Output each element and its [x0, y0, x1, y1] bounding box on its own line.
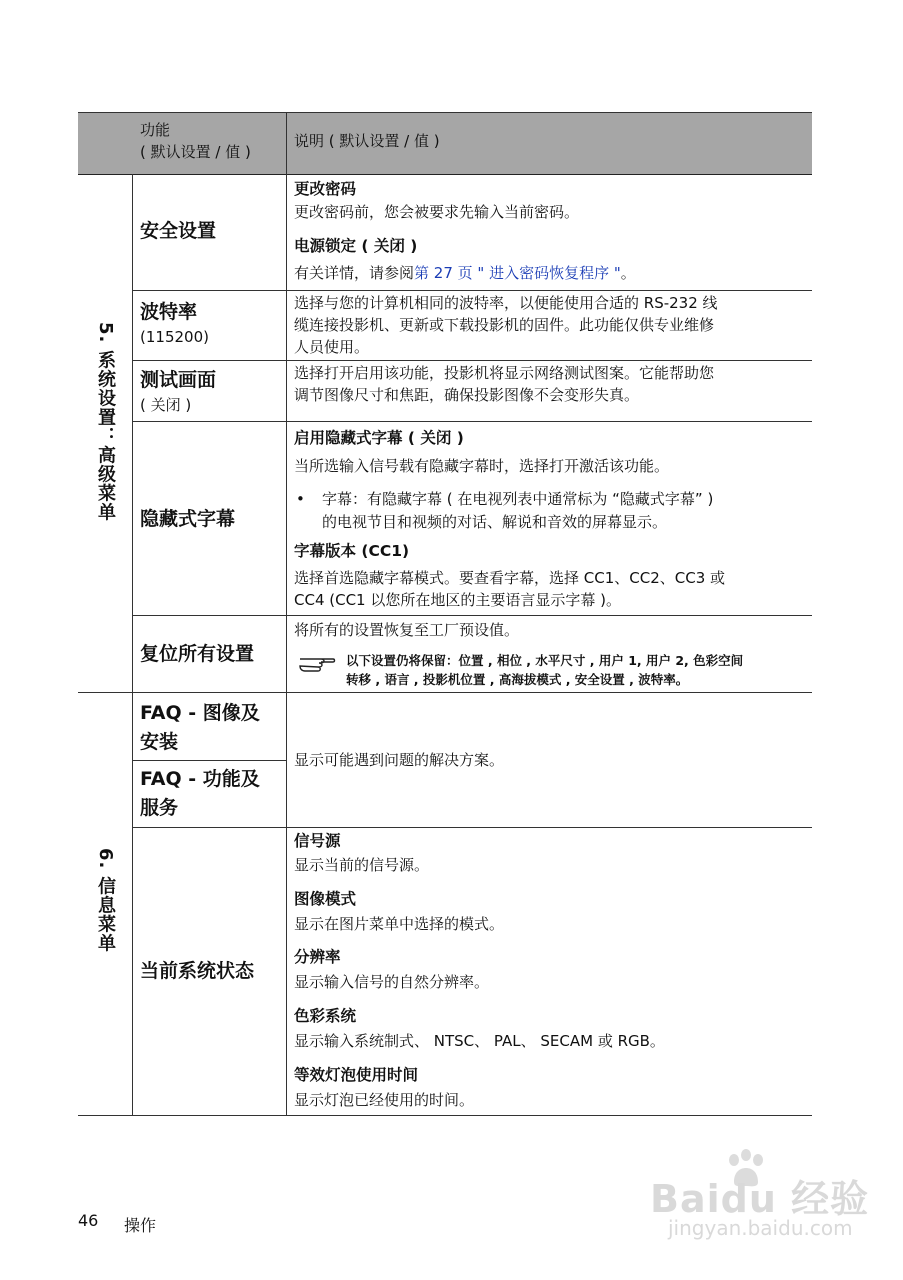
test-pattern-desc-line: 调节图像尺寸和焦距，确保投影图像不会变形失真。	[294, 386, 640, 404]
status-item-title: 图像模式	[294, 890, 357, 908]
grid-line	[132, 290, 812, 291]
security-change-password-title: 更改密码	[294, 180, 357, 198]
function-test-pattern: 测试画面	[140, 369, 217, 391]
cc-enable-title: 启用隐藏式字幕 ( 关闭 )	[294, 429, 464, 447]
security-change-password-desc: 更改密码前，您会被要求先输入当前密码。	[294, 203, 580, 221]
cc-version-desc-line: CC4 (CC1 以您所在地区的主要语言显示字幕 )。	[294, 591, 621, 609]
function-reset-all-settings: 复位所有设置	[140, 643, 255, 665]
function-current-system-status: 当前系统状态	[140, 960, 255, 982]
test-pattern-default: ( 关闭 )	[140, 396, 192, 414]
function-faq-features-service-cont: 服务	[140, 797, 179, 819]
desc-text: 。	[620, 264, 636, 282]
status-item-title: 分辨率	[294, 948, 341, 966]
grid-line	[78, 1115, 812, 1116]
reset-note-line: 以下设置仍将保留：位置 , 相位 , 水平尺寸 , 用户 1, 用户 2, 色彩空间	[346, 653, 744, 668]
grid-line	[132, 615, 812, 616]
cc-bullet-line: 的电视节目和视频的对话、解说和音效的屏幕显示。	[322, 513, 668, 531]
baud-rate-desc-line: 选择与您的计算机相同的波特率，以便能使用合适的 RS-232 线	[294, 294, 718, 312]
test-pattern-desc-line: 选择打开启用该功能，投影机将显示网络测试图案。它能帮助您	[294, 364, 715, 382]
footer-section-label: 操作	[124, 1216, 157, 1235]
status-item-desc: 显示输入信号的自然分辨率。	[294, 973, 490, 991]
status-item-desc: 显示输入系统制式、 NTSC、 PAL、 SECAM 或 RGB。	[294, 1032, 665, 1050]
header-description: 说明 ( 默认设置 / 值 )	[294, 132, 440, 150]
grid-line	[132, 760, 286, 761]
pointing-hand-note-icon	[297, 653, 337, 675]
baud-rate-desc-line: 缆连接投影机、更新或下载投影机的固件。此功能仅供专业维修	[294, 316, 715, 334]
reset-note-line: 转移 , 语言 , 投影机位置 , 高海拔模式 , 安全设置 , 波特率。	[346, 672, 689, 687]
baud-rate-default: (115200)	[140, 328, 209, 346]
page-number: 46	[78, 1211, 99, 1230]
cc-enable-desc: 当所选输入信号载有隐藏字幕时，选择打开激活该功能。	[294, 457, 670, 475]
function-faq-features-service: FAQ - 功能及	[140, 768, 260, 790]
page-reference-link[interactable]: 第 27 页 " 进入密码恢复程序 "	[414, 264, 621, 282]
section-label-system-advanced: 5. 系统设置：高级菜单	[95, 322, 116, 522]
status-item-title: 色彩系统	[294, 1007, 357, 1025]
function-security-settings: 安全设置	[140, 220, 217, 242]
grid-line	[286, 112, 287, 1115]
grid-line	[132, 827, 812, 828]
function-faq-image-installation: FAQ - 图像及	[140, 702, 260, 724]
bullet-icon: •	[296, 490, 305, 508]
security-power-lock-desc	[294, 262, 636, 284]
faq-desc: 显示可能遇到问题的解决方案。	[294, 751, 505, 769]
cc-version-desc-line: 选择首选隐藏字幕模式。要查看字幕，选择 CC1、CC2、CC3 或	[294, 569, 726, 587]
grid-line	[132, 360, 812, 361]
grid-line	[132, 421, 812, 422]
header-function-default: ( 默认设置 / 值 )	[140, 143, 251, 161]
status-item-desc: 显示当前的信号源。	[294, 856, 430, 874]
grid-line	[78, 174, 812, 175]
grid-line	[78, 112, 812, 113]
status-item-desc: 显示灯泡已经使用的时间。	[294, 1091, 475, 1109]
function-faq-image-installation-cont: 安装	[140, 731, 179, 753]
status-item-desc: 显示在图片菜单中选择的模式。	[294, 915, 505, 933]
cc-version-title: 字幕版本 (CC1)	[294, 542, 410, 560]
cc-bullet-line: 字幕：有隐藏字幕 ( 在电视列表中通常标为 “隐藏式字幕” )	[322, 490, 714, 508]
status-item-title: 等效灯泡使用时间	[294, 1066, 419, 1084]
header-function-label: 功能	[140, 121, 171, 139]
baud-rate-desc-line: 人员使用。	[294, 338, 370, 356]
watermark-brand: Baidu 经验	[650, 1177, 870, 1221]
section-label-information: 6. 信息菜单	[95, 848, 116, 953]
grid-line	[78, 692, 812, 693]
watermark-url: jingyan.baidu.com	[668, 1216, 853, 1240]
grid-line	[132, 174, 133, 1115]
desc-text: 有关详情，请参阅	[294, 264, 415, 282]
status-item-title: 信号源	[294, 832, 341, 850]
function-closed-caption: 隐藏式字幕	[140, 508, 236, 530]
security-power-lock-title: 电源锁定 ( 关闭 )	[294, 237, 418, 255]
reset-desc: 将所有的设置恢复至工厂预设值。	[294, 621, 520, 639]
function-baud-rate: 波特率	[140, 301, 198, 323]
